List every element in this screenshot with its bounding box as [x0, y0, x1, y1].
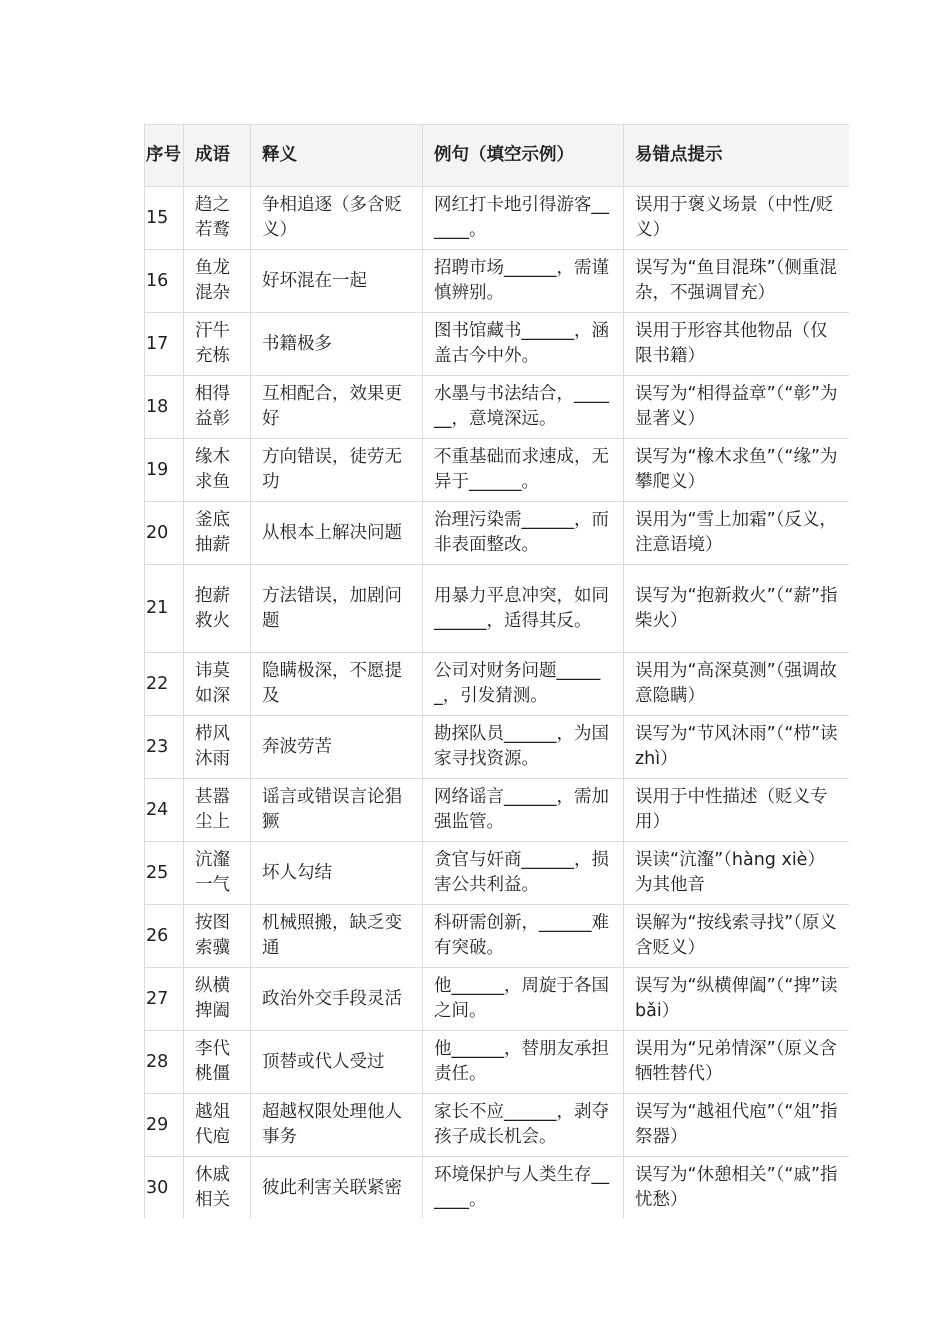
cell-example: 公司对财务问题______，引发猜测。: [423, 653, 624, 716]
cell-tip: 误写为“休憩相关”（“戚”指忧愁）: [624, 1157, 850, 1219]
cell-meaning: 从根本上解决问题: [251, 502, 423, 565]
cell-tip: 误用为“雪上加霜”（反义，注意语境）: [624, 502, 850, 565]
cell-tip: 误用为“高深莫测”（强调故意隐瞒）: [624, 653, 850, 716]
cell-tip: 误用于中性描述（贬义专用）: [624, 779, 850, 842]
header-meaning: 释义: [251, 125, 423, 187]
cell-meaning: 坏人勾结: [251, 842, 423, 905]
cell-index: 22: [145, 653, 184, 716]
cell-idiom: 甚嚣尘上: [184, 779, 251, 842]
table-row: [145, 1094, 850, 1157]
cell-meaning: 谣言或错误言论猖獗: [251, 779, 423, 842]
cell-example: 水墨与书法结合，______，意境深远。: [423, 376, 624, 439]
cell-meaning: 顶替或代人受过: [251, 1031, 423, 1094]
cell-meaning: 政治外交手段灵活: [251, 968, 423, 1031]
cell-meaning: 奔波劳苦: [251, 716, 423, 779]
cell-meaning: 彼此利害关联紧密: [251, 1157, 423, 1219]
cell-meaning: 机械照搬，缺乏变通: [251, 905, 423, 968]
header-example: 例句（填空示例）: [423, 125, 624, 187]
header-idiom: 成语: [184, 125, 251, 187]
cell-tip: 误写为“抱新救火”（“薪”指柴火）: [624, 565, 850, 653]
cell-index: 20: [145, 502, 184, 565]
cell-idiom: 按图索骥: [184, 905, 251, 968]
table-row: [145, 439, 850, 502]
header-tip: 易错点提示: [624, 125, 850, 187]
table-row: [145, 313, 850, 376]
cell-example: 勘探队员______，为国家寻找资源。: [423, 716, 624, 779]
cell-tip: 误用为“兄弟情深”（原义含牺牲替代）: [624, 1031, 850, 1094]
table-row: [145, 250, 850, 313]
cell-idiom: 讳莫如深: [184, 653, 251, 716]
cell-tip: 误写为“橡木求鱼”（“缘”为攀爬义）: [624, 439, 850, 502]
cell-meaning: 超越权限处理他人事务: [251, 1094, 423, 1157]
cell-index: 21: [145, 565, 184, 653]
table-row: [145, 376, 850, 439]
cell-example: 治理污染需______，而非表面整改。: [423, 502, 624, 565]
cell-idiom: 李代桃僵: [184, 1031, 251, 1094]
cell-idiom: 缘木求鱼: [184, 439, 251, 502]
idiom-table-container: [144, 124, 849, 1218]
cell-meaning: 争相追逐（多含贬义）: [251, 187, 423, 250]
cell-index: 15: [145, 187, 184, 250]
cell-example: 用暴力平息冲突，如同______，适得其反。: [423, 565, 624, 653]
cell-example: 图书馆藏书______，涵盖古今中外。: [423, 313, 624, 376]
cell-index: 16: [145, 250, 184, 313]
cell-index: 25: [145, 842, 184, 905]
header-index: 序号: [145, 125, 184, 187]
cell-index: 30: [145, 1157, 184, 1219]
cell-idiom: 鱼龙混杂: [184, 250, 251, 313]
cell-example: 招聘市场______，需谨慎辨别。: [423, 250, 624, 313]
table-row: [145, 1157, 850, 1219]
cell-index: 27: [145, 968, 184, 1031]
cell-example: 他______，周旋于各国之间。: [423, 968, 624, 1031]
cell-meaning: 方向错误，徒劳无功: [251, 439, 423, 502]
cell-tip: 误用于形容其他物品（仅限书籍）: [624, 313, 850, 376]
cell-tip: 误写为“纵横俾阖”（“捭”读 bǎi）: [624, 968, 850, 1031]
cell-idiom: 汗牛充栋: [184, 313, 251, 376]
cell-idiom: 越俎代庖: [184, 1094, 251, 1157]
table-row: [145, 1031, 850, 1094]
cell-meaning: 方法错误，加剧问题: [251, 565, 423, 653]
cell-idiom: 抱薪救火: [184, 565, 251, 653]
cell-index: 29: [145, 1094, 184, 1157]
cell-idiom: 栉风沐雨: [184, 716, 251, 779]
cell-example: 家长不应______，剥夺孩子成长机会。: [423, 1094, 624, 1157]
cell-idiom: 相得益彰: [184, 376, 251, 439]
cell-tip: 误解为“按线索寻找”（原义含贬义）: [624, 905, 850, 968]
table-row: [145, 502, 850, 565]
cell-example: 环境保护与人类生存______。: [423, 1157, 624, 1219]
table-row: [145, 716, 850, 779]
cell-index: 18: [145, 376, 184, 439]
cell-index: 24: [145, 779, 184, 842]
cell-meaning: 书籍极多: [251, 313, 423, 376]
cell-example: 网络谣言______，需加强监管。: [423, 779, 624, 842]
cell-example: 科研需创新，______难有突破。: [423, 905, 624, 968]
cell-tip: 误写为“相得益章”（“彰”为显著义）: [624, 376, 850, 439]
cell-example: 网红打卡地引得游客______。: [423, 187, 624, 250]
cell-idiom: 纵横捭阖: [184, 968, 251, 1031]
cell-tip: 误读“沆瀣”（hàng xiè）为其他音: [624, 842, 850, 905]
idiom-table: [144, 124, 849, 1218]
cell-index: 19: [145, 439, 184, 502]
table-header-row: [145, 125, 850, 187]
cell-idiom: 釜底抽薪: [184, 502, 251, 565]
table-row: [145, 905, 850, 968]
cell-index: 28: [145, 1031, 184, 1094]
cell-tip: 误写为“越祖代庖”（“俎”指祭器）: [624, 1094, 850, 1157]
table-row: [145, 653, 850, 716]
table-row: [145, 842, 850, 905]
cell-tip: 误写为“节风沐雨”（“栉”读 zhì）: [624, 716, 850, 779]
table-row: [145, 779, 850, 842]
cell-index: 23: [145, 716, 184, 779]
cell-idiom: 趋之若鹜: [184, 187, 251, 250]
cell-index: 26: [145, 905, 184, 968]
cell-idiom: 休戚相关: [184, 1157, 251, 1219]
cell-idiom: 沆瀣一气: [184, 842, 251, 905]
table-body: [145, 187, 850, 1219]
cell-tip: 误写为“鱼目混珠”（侧重混杂，不强调冒充）: [624, 250, 850, 313]
cell-example: 贪官与奸商______，损害公共利益。: [423, 842, 624, 905]
table-row: [145, 187, 850, 250]
cell-example: 不重基础而求速成，无异于______。: [423, 439, 624, 502]
table-row: [145, 565, 850, 653]
cell-index: 17: [145, 313, 184, 376]
cell-tip: 误用于褒义场景（中性/贬义）: [624, 187, 850, 250]
cell-meaning: 隐瞒极深，不愿提及: [251, 653, 423, 716]
cell-example: 他______，替朋友承担责任。: [423, 1031, 624, 1094]
cell-meaning: 好坏混在一起: [251, 250, 423, 313]
cell-meaning: 互相配合，效果更好: [251, 376, 423, 439]
table-row: [145, 968, 850, 1031]
